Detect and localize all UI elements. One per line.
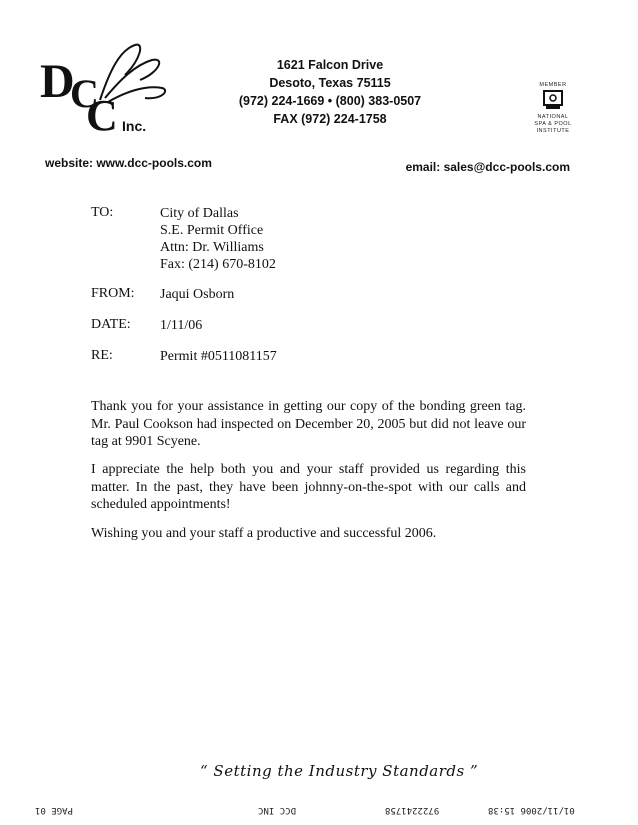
to-line-2: S.E. Permit Office — [160, 223, 264, 238]
from-value: Jaqui Osborn — [160, 287, 235, 302]
from-label: FROM: — [91, 286, 135, 301]
fax-timestamp-label: 01/11/2006 15:38 — [488, 805, 575, 815]
member-badge — [523, 82, 583, 152]
member-badge-line-2: SPA & POOL — [534, 121, 572, 127]
date-value: 1/11/06 — [160, 318, 203, 333]
member-badge-top: MEMBER — [539, 82, 567, 88]
to-recipient — [160, 205, 276, 273]
logo-letter-d: D — [40, 55, 75, 108]
to-line-4: Fax: (214) 670-8102 — [160, 257, 276, 272]
logo-letter-c2: C — [86, 91, 118, 140]
address-phone: (972) 224-1669 • (800) 383-0507 — [238, 94, 422, 108]
body-paragraph-1: Thank you for your assistance in getting our copy of the bonding green tag. Mr. Paul Cookson had inspected on December 20, 2005 but did not leave our tag at 9901 Scyene. — [91, 399, 526, 449]
address-line-1: 1621 Falcon Drive — [276, 58, 384, 72]
fax-number-label: 9722241758 — [385, 805, 440, 815]
body-paragraph-2: I appreciate the help both you and your staff provided us regarding this matter. In the past, they have been johnny-on-the-spot with our calls and scheduled appointments! — [91, 462, 526, 512]
logo-suffix: Inc. — [122, 118, 147, 134]
to-label: TO: — [91, 205, 114, 220]
to-line-3: Attn: Dr. Williams — [160, 240, 264, 255]
logo-letter-c1: C — [70, 71, 99, 116]
fax-page-label: PAGE 01 — [35, 805, 73, 815]
fax-company-label: DCC INC — [258, 805, 296, 815]
re-label: RE: — [91, 348, 113, 363]
to-line-1: City of Dallas — [160, 206, 239, 221]
website-text: website: www.dcc-pools.com — [45, 156, 212, 170]
body-paragraph-3: Wishing you and your staff a productive and successful 2006. — [91, 526, 437, 541]
footer-tagline: “ Setting the Industry Standards ” — [200, 762, 479, 780]
member-badge-line-3: INSTITUTE — [536, 128, 570, 134]
date-label: DATE: — [91, 317, 131, 332]
member-badge-line-1: NATIONAL — [537, 114, 569, 120]
company-logo — [40, 40, 170, 140]
address-fax: FAX (972) 224-1758 — [273, 112, 387, 126]
re-value: Permit #0511081157 — [160, 349, 277, 364]
address-line-2: Desoto, Texas 75115 — [269, 76, 391, 90]
email-text: email: sales@dcc-pools.com — [405, 160, 570, 174]
nspi-emblem-icon — [542, 90, 564, 110]
